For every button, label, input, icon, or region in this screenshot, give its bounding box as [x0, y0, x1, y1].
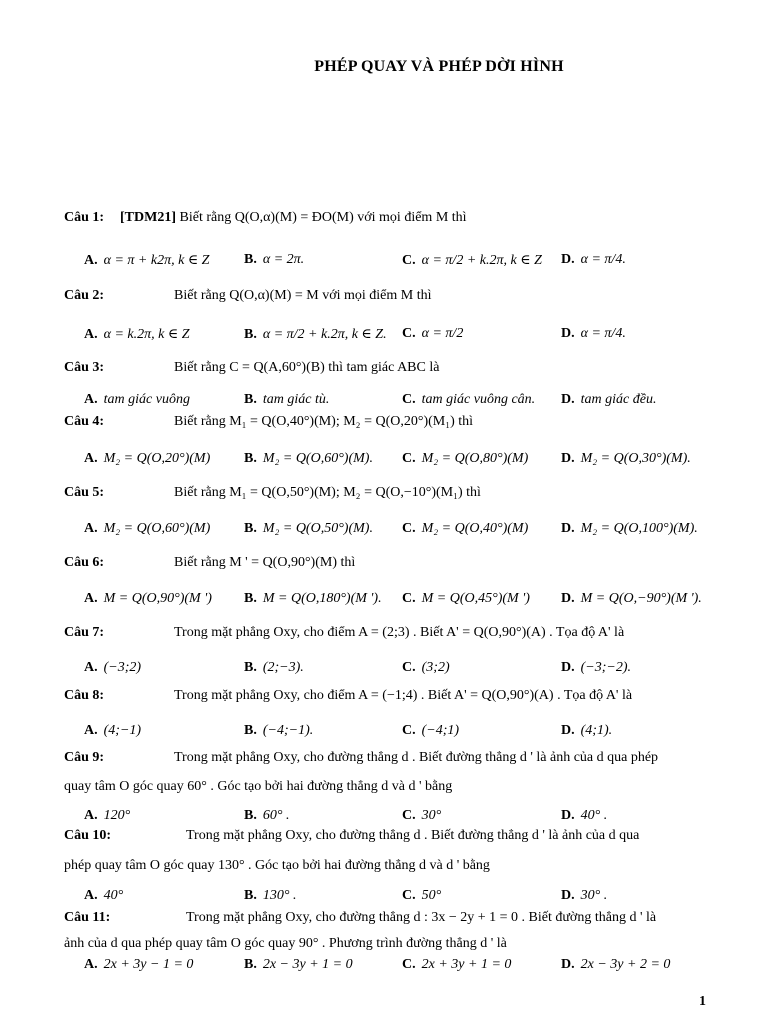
- question-row: [64, 555, 356, 571]
- answer-option: C. M₂ = Q(O,80°)(M): [402, 451, 529, 466]
- answer-option: B. (−4;−1).: [244, 723, 314, 738]
- question-text-continuation: quay tâm O góc quay 60° . Góc tạo bởi hai đường thẳng d và d ' bằng: [64, 779, 453, 794]
- question-label: Câu 2:: [64, 288, 105, 303]
- answer-option: D. 40° .: [561, 808, 608, 823]
- answer-option: A. α = k.2π, k ∈ Z: [84, 327, 190, 342]
- answer-option: D. M = Q(O,−90°)(M ').: [561, 591, 702, 606]
- question-label: Câu 10:: [64, 828, 112, 843]
- answer-option: A. tam giác vuông: [84, 392, 190, 407]
- question-row: [64, 485, 481, 501]
- answer-option: C. α = π/2 + k.2π, k ∈ Z: [402, 253, 542, 268]
- question-text: Biết rằng Q(O,α)(M) = M với mọi điểm M thì: [174, 288, 432, 303]
- answer-option: C. M₂ = Q(O,40°)(M): [402, 521, 529, 536]
- question-label: Câu 6:: [64, 555, 105, 570]
- question-label: Câu 5:: [64, 485, 105, 500]
- question-label: Câu 7:: [64, 625, 105, 640]
- answer-option: D. 30° .: [561, 888, 608, 903]
- answer-option: B. M = Q(O,180°)(M ').: [244, 591, 382, 606]
- question-text: Trong mặt phẳng Oxy, cho đường thẳng d : 3x − 2y + 1 = 0 . Biết đường thẳng d ' là: [186, 910, 657, 925]
- answer-option: D. (−3;−2).: [561, 660, 632, 675]
- question-text: Biết rằng M₁ = Q(O,40°)(M); M₂ = Q(O,20°)(M₁) thì: [174, 414, 474, 429]
- answer-option: D. M₂ = Q(O,100°)(M).: [561, 521, 698, 536]
- page-title: PHÉP QUAY VÀ PHÉP DỜI HÌNH: [314, 58, 564, 75]
- answer-option: B. M₂ = Q(O,60°)(M).: [244, 451, 373, 466]
- question-text: [TDM21] Biết rằng Q(O,α)(M) = ĐO(M) với mọi điểm M thì: [120, 210, 467, 225]
- answer-option: C. 2x + 3y + 1 = 0: [402, 957, 512, 972]
- question-row: [64, 360, 440, 376]
- answer-option: D. α = π/4.: [561, 326, 626, 341]
- question-text: Trong mặt phẳng Oxy, cho điểm A = (−1;4) . Biết A' = Q(O,90°)(A) . Tọa độ A' là: [174, 688, 633, 703]
- question-row: [64, 288, 432, 304]
- question-row: [64, 828, 640, 844]
- answer-option: C. α = π/2: [402, 326, 464, 341]
- question-text: Trong mặt phẳng Oxy, cho đường thẳng d . Biết đường thẳng d ' là ảnh của d qua phép: [174, 750, 659, 765]
- answer-option: C. 30°: [402, 808, 442, 823]
- answer-option: C. 50°: [402, 888, 442, 903]
- answer-option: D. (4;1).: [561, 723, 613, 738]
- answer-option: C. tam giác vuông cân.: [402, 392, 536, 407]
- question-row: [64, 910, 657, 926]
- question-text: Biết rằng M ' = Q(O,90°)(M) thì: [174, 555, 356, 570]
- question-label: Câu 9:: [64, 750, 105, 765]
- answer-option: A. (4;−1): [84, 723, 142, 738]
- answer-option: A. 120°: [84, 808, 131, 823]
- answer-option: D. M₂ = Q(O,30°)(M).: [561, 451, 691, 466]
- question-label: Câu 11:: [64, 910, 111, 925]
- question-text-continuation: phép quay tâm O góc quay 130° . Góc tạo bởi hai đường thẳng d và d ' bằng: [64, 858, 490, 873]
- question-text: Trong mặt phẳng Oxy, cho điểm A = (2;3) . Biết A' = Q(O,90°)(A) . Tọa độ A' là: [174, 625, 625, 640]
- question-row: [64, 414, 474, 430]
- answer-option: A. M = Q(O,90°)(M '): [84, 591, 212, 606]
- answer-option: A. 2x + 3y − 1 = 0: [84, 957, 194, 972]
- question-label: Câu 3:: [64, 360, 105, 375]
- question-label: Câu 1:: [64, 210, 105, 225]
- question-row: [64, 210, 467, 226]
- question-text: Trong mặt phẳng Oxy, cho đường thẳng d . Biết đường thẳng d ' là ảnh của d qua: [186, 828, 640, 843]
- answer-option: D. 2x − 3y + 2 = 0: [561, 957, 671, 972]
- question-text: Biết rằng M₁ = Q(O,50°)(M); M₂ = Q(O,−10°)(M₁) thì: [174, 485, 481, 500]
- question-label: Câu 8:: [64, 688, 105, 703]
- answer-option: A. (−3;2): [84, 660, 142, 675]
- question-row: [64, 688, 633, 704]
- question-row: [64, 625, 625, 641]
- answer-option: B. α = π/2 + k.2π, k ∈ Z.: [244, 327, 387, 342]
- answer-option: C. (3;2): [402, 660, 450, 675]
- answer-option: B. M₂ = Q(O,50°)(M).: [244, 521, 373, 536]
- answer-option: B. (2;−3).: [244, 660, 304, 675]
- answer-option: B. α = 2π.: [244, 252, 305, 267]
- answer-option: C. (−4;1): [402, 723, 460, 738]
- question-label: Câu 4:: [64, 414, 105, 429]
- answer-option: B. tam giác tù.: [244, 392, 330, 407]
- page-number: 1: [699, 994, 706, 1009]
- answer-option: B. 130° .: [244, 888, 297, 903]
- answer-option: B. 2x − 3y + 1 = 0: [244, 957, 353, 972]
- answer-option: D. α = π/4.: [561, 252, 626, 267]
- question-text-continuation: ảnh của d qua phép quay tâm O góc quay 90° . Phương trình đường thẳng d ' là: [64, 936, 507, 951]
- answer-option: A. M₂ = Q(O,20°)(M): [84, 451, 211, 466]
- answer-option: C. M = Q(O,45°)(M '): [402, 591, 530, 606]
- question-text: Biết rằng C = Q(A,60°)(B) thì tam giác ABC là: [174, 360, 440, 375]
- answer-option: D. tam giác đều.: [561, 392, 657, 407]
- answer-option: A. M₂ = Q(O,60°)(M): [84, 521, 211, 536]
- question-row: [64, 750, 659, 766]
- answer-option: A. 40°: [84, 888, 124, 903]
- answer-option: B. 60° .: [244, 808, 290, 823]
- answer-option: A. α = π + k2π, k ∈ Z: [84, 253, 210, 268]
